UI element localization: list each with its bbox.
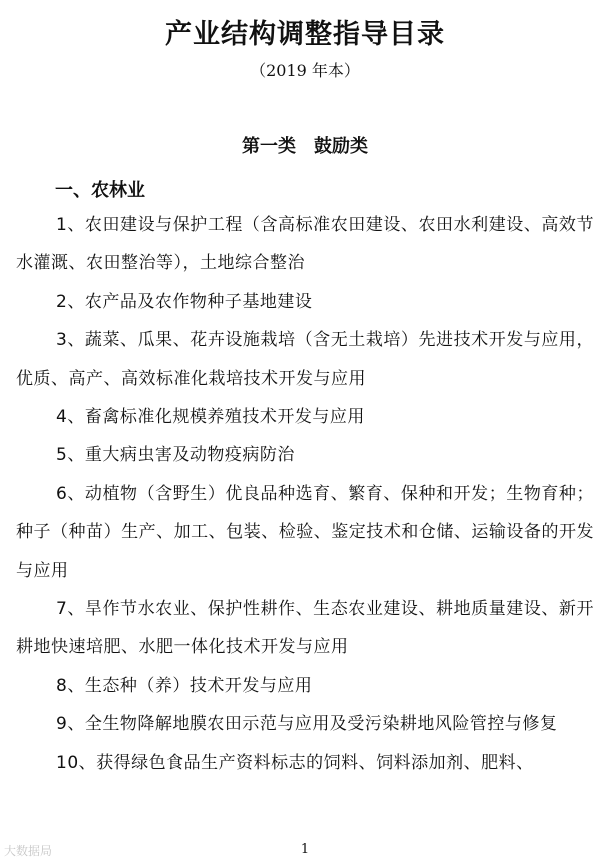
list-item: 2、农产品及农作物种子基地建设 (56, 291, 313, 312)
list-item: 5、重大病虫害及动物疫病防治 (56, 445, 295, 466)
list-item: 6、动植物（含野生）优良品种选育、繁育、保种和开发；生物育种；种子（种苗）生产、加工、包装、检验、鉴定技术和仓储、运输设备的开发与应用 (16, 483, 594, 581)
list-item: 10、获得绿色食品生产资料标志的饲料、饲料添加剂、肥料、 (56, 752, 534, 773)
list-item: 1、农田建设与保护工程（含高标准农田建设、农田水利建设、高效节水灌溉、农田整治等），土地综合整治 (16, 215, 594, 274)
list-item: 8、生态种（养）技术开发与应用 (56, 675, 313, 696)
item-list (16, 206, 594, 782)
document-subtitle: （2019 年本） (250, 61, 360, 80)
page-number: 1 (300, 842, 310, 857)
section-heading: 一、农林业 (55, 180, 145, 201)
list-item: 9、全生物降解地膜农田示范与应用及受污染耕地风险管控与修复 (56, 714, 558, 735)
list-item: 3、蔬菜、瓜果、花卉设施栽培（含无土栽培）先进技术开发与应用，优质、高产、高效标准化栽培技术开发与应用 (16, 330, 594, 389)
watermark: 大数据局 (4, 844, 53, 858)
list-item: 4、畜禽标准化规模养殖技术开发与应用 (56, 407, 365, 428)
document-title: 产业结构调整指导目录 (165, 19, 445, 50)
category-heading: 第一类 鼓励类 (242, 136, 368, 157)
list-item: 7、旱作节水农业、保护性耕作、生态农业建设、耕地质量建设、新开耕地快速培肥、水肥一体化技术开发与应用 (16, 599, 594, 658)
